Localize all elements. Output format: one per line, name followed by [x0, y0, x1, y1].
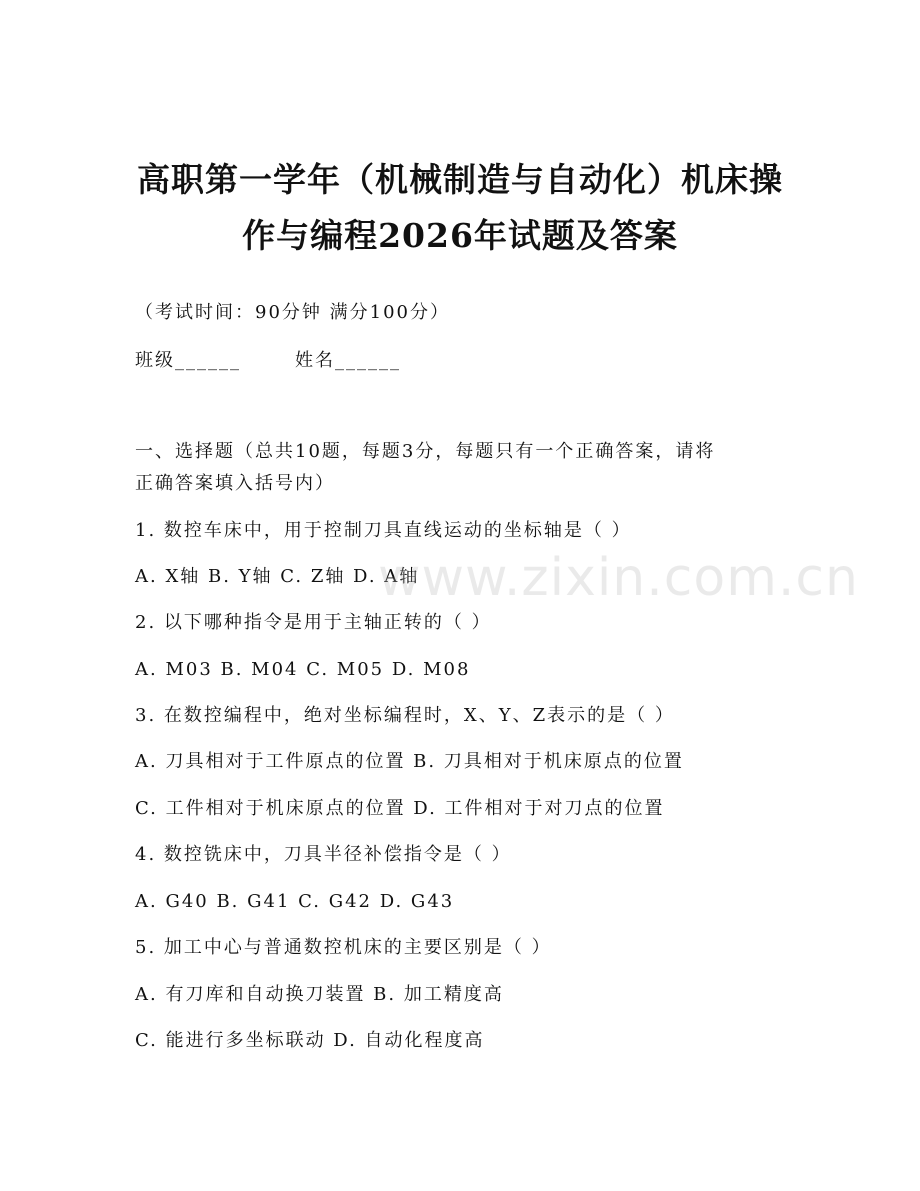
question-3-stem: 3. 在数控编程中，绝对坐标编程时，X、Y、Z表示的是（ ） [135, 705, 675, 726]
watermark: www.zixin.com.cn [378, 548, 859, 608]
exam-info: （考试时间：90分钟 满分100分） [135, 302, 450, 323]
question-5-stem: 5. 加工中心与普通数控机床的主要区别是（ ） [135, 937, 552, 958]
student-info-row [135, 349, 401, 373]
question-5-options-line-1: A. 有刀库和自动换刀装置 B. 加工精度高 [135, 984, 504, 1005]
question-4-stem: 4. 数控铣床中，刀具半径补偿指令是（ ） [135, 844, 512, 865]
class-field: 班级______ [135, 350, 241, 371]
section-header-line-2: 正确答案填入括号内） [135, 473, 335, 494]
question-1-stem: 1. 数控车床中，用于控制刀具直线运动的坐标轴是（ ） [135, 520, 632, 541]
question-2-stem: 2. 以下哪种指令是用于主轴正转的（ ） [135, 612, 492, 633]
question-5-options-line-2: C. 能进行多坐标联动 D. 自动化程度高 [135, 1030, 485, 1051]
question-1-options: A. X轴 B. Y轴 C. Z轴 D. A轴 [135, 566, 420, 587]
question-4-options: A. G40 B. G41 C. G42 D. G43 [135, 891, 455, 912]
name-field: 姓名______ [295, 350, 401, 371]
section-header-line-1: 一、选择题（总共10题，每题3分，每题只有一个正确答案，请将 [135, 441, 716, 462]
document-title [60, 152, 860, 264]
title-line-2: 作与编程2026年试题及答案 [242, 216, 678, 255]
question-2-options: A. M03 B. M04 C. M05 D. M08 [135, 659, 471, 680]
question-3-options-line-2: C. 工件相对于机床原点的位置 D. 工件相对于对刀点的位置 [135, 798, 665, 819]
title-line-1: 高职第一学年（机械制造与自动化）机床操 [137, 160, 783, 199]
question-3-options-line-1: A. 刀具相对于工件原点的位置 B. 刀具相对于机床原点的位置 [135, 751, 684, 772]
